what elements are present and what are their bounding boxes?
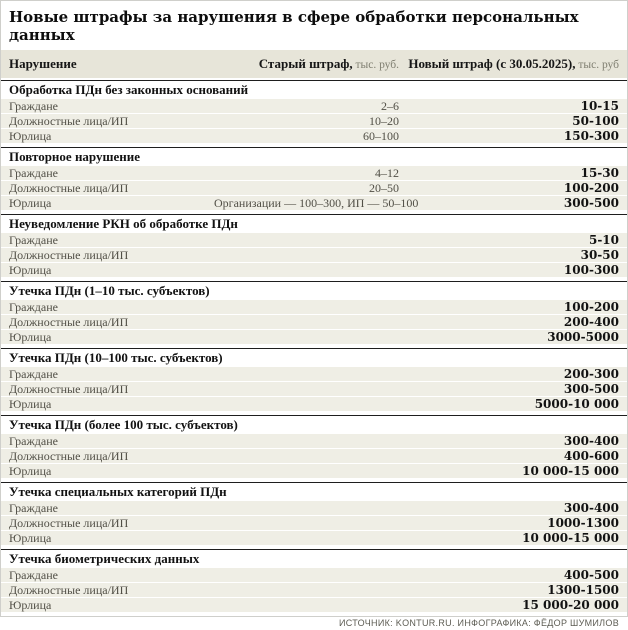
table-row xyxy=(1,568,627,583)
section-rows xyxy=(1,300,627,345)
old-fine-value: 2–6 xyxy=(381,99,399,113)
row-label: Юрлица xyxy=(9,129,52,143)
table-row xyxy=(1,129,627,144)
new-fine-value: 300-500 xyxy=(563,382,619,396)
new-fine-value: 5-10 xyxy=(588,233,619,247)
section-title: Утечка ПДн (более 100 тыс. субъектов) xyxy=(1,415,627,434)
row-label: Должностные лица/ИП xyxy=(9,583,129,597)
row-label: Должностные лица/ИП xyxy=(9,382,129,396)
table-row xyxy=(1,196,627,211)
new-fine-value: 200-300 xyxy=(563,367,619,381)
section-title: Утечка специальных категорий ПДн xyxy=(1,482,627,501)
new-fine-value: 50-100 xyxy=(572,114,619,128)
table-body xyxy=(1,80,627,613)
row-label: Граждане xyxy=(9,434,58,448)
row-label: Граждане xyxy=(9,300,58,314)
row-label: Граждане xyxy=(9,367,58,381)
violation-section xyxy=(1,415,627,479)
row-label: Граждане xyxy=(9,501,58,515)
table-header xyxy=(1,50,627,78)
old-fine-value: 4–12 xyxy=(375,166,399,180)
column-header-old-fine xyxy=(214,55,399,73)
table-row xyxy=(1,300,627,315)
new-fine-value: 150-300 xyxy=(563,129,619,143)
table-row xyxy=(1,434,627,449)
row-label: Должностные лица/ИП xyxy=(9,315,129,329)
row-label: Юрлица xyxy=(9,531,52,545)
table-row xyxy=(1,233,627,248)
row-label: Юрлица xyxy=(9,598,52,612)
table-row xyxy=(1,382,627,397)
violation-section xyxy=(1,281,627,345)
old-fine-value: 60–100 xyxy=(363,129,399,143)
new-fine-value: 10 000-15 000 xyxy=(522,464,619,478)
new-fine-value: 15 000-20 000 xyxy=(522,598,619,612)
row-label: Юрлица xyxy=(9,330,52,344)
section-rows xyxy=(1,233,627,278)
section-title: Утечка ПДн (1–10 тыс. субъектов) xyxy=(1,281,627,300)
row-label: Должностные лица/ИП xyxy=(9,449,129,463)
row-label: Юрлица xyxy=(9,397,52,411)
section-rows xyxy=(1,166,627,211)
new-fine-value: 30-50 xyxy=(580,248,619,262)
old-fine-value: 20–50 xyxy=(369,181,399,195)
table-row xyxy=(1,449,627,464)
new-fine-value: 300-400 xyxy=(563,434,619,448)
row-label: Должностные лица/ИП xyxy=(9,248,129,262)
section-rows xyxy=(1,568,627,613)
section-title: Неуведомление РКН об обработке ПДн xyxy=(1,214,627,233)
new-fine-value: 1300-1500 xyxy=(547,583,619,597)
table-row xyxy=(1,501,627,516)
new-fine-value: 100-200 xyxy=(563,300,619,314)
section-rows xyxy=(1,99,627,144)
new-fine-value: 400-500 xyxy=(563,568,619,582)
column-header-violation: Нарушение xyxy=(9,56,77,71)
section-title: Утечка биометрических данных xyxy=(1,549,627,568)
violation-section xyxy=(1,348,627,412)
section-rows xyxy=(1,501,627,546)
table-row xyxy=(1,583,627,598)
section-title: Повторное нарушение xyxy=(1,147,627,166)
row-label: Юрлица xyxy=(9,263,52,277)
table-row xyxy=(1,114,627,129)
table-row xyxy=(1,367,627,382)
new-fine-value: 400-600 xyxy=(563,449,619,463)
section-title: Утечка ПДн (10–100 тыс. субъектов) xyxy=(1,348,627,367)
new-fine-value: 5000-10 000 xyxy=(534,397,619,411)
table-row xyxy=(1,263,627,278)
old-fine-header-label: Старый штраф, xyxy=(258,56,353,71)
old-fine-value: 10–20 xyxy=(369,114,399,128)
section-rows xyxy=(1,367,627,412)
violation-section xyxy=(1,80,627,144)
new-fine-value: 200-400 xyxy=(563,315,619,329)
row-label: Граждане xyxy=(9,568,58,582)
section-rows xyxy=(1,434,627,479)
old-fine-value: Организации — 100–300, ИП — 50–100 xyxy=(214,196,419,210)
table-row xyxy=(1,516,627,531)
new-fine-value: 10 000-15 000 xyxy=(522,531,619,545)
page-title: Новые штрафы за нарушения в сфере обработки персональных данных xyxy=(9,8,579,44)
new-fine-value: 10-15 xyxy=(580,99,619,113)
old-fine-header-unit: тыс. руб. xyxy=(352,59,399,71)
row-label: Должностные лица/ИП xyxy=(9,181,129,195)
table-row xyxy=(1,464,627,479)
row-label: Должностные лица/ИП xyxy=(9,114,129,128)
new-fine-value: 15-30 xyxy=(580,166,619,180)
table-row xyxy=(1,315,627,330)
row-label: Юрлица xyxy=(9,196,52,210)
violation-section xyxy=(1,549,627,613)
new-fine-value: 300-500 xyxy=(563,196,619,210)
row-label: Граждане xyxy=(9,99,58,113)
new-fine-value: 3000-5000 xyxy=(547,330,619,344)
new-fine-value: 100-200 xyxy=(563,181,619,195)
table-row xyxy=(1,330,627,345)
row-label: Граждане xyxy=(9,233,58,247)
new-fine-header-label: Новый штраф (с 30.05.2025), xyxy=(408,56,576,71)
new-fine-value: 300-400 xyxy=(563,501,619,515)
source-credit: ИСТОЧНИК: KONTUR.RU. ИНФОГРАФИКА: ФЁДОР ШУМИЛОВ xyxy=(338,618,619,628)
table-row xyxy=(1,598,627,613)
new-fine-header-unit: тыс. руб xyxy=(575,59,619,71)
violation-section xyxy=(1,147,627,211)
new-fine-value: 1000-1300 xyxy=(547,516,619,530)
violation-section xyxy=(1,482,627,546)
table-row xyxy=(1,531,627,546)
section-title: Обработка ПДн без законных оснований xyxy=(1,80,627,99)
new-fine-value: 100-300 xyxy=(563,263,619,277)
table-row xyxy=(1,397,627,412)
row-label: Юрлица xyxy=(9,464,52,478)
row-label: Должностные лица/ИП xyxy=(9,516,129,530)
column-header-new-fine xyxy=(399,55,619,73)
table-row xyxy=(1,248,627,263)
violation-section xyxy=(1,214,627,278)
table-row xyxy=(1,166,627,181)
row-label: Граждане xyxy=(9,166,58,180)
table-row xyxy=(1,99,627,114)
table-row xyxy=(1,181,627,196)
